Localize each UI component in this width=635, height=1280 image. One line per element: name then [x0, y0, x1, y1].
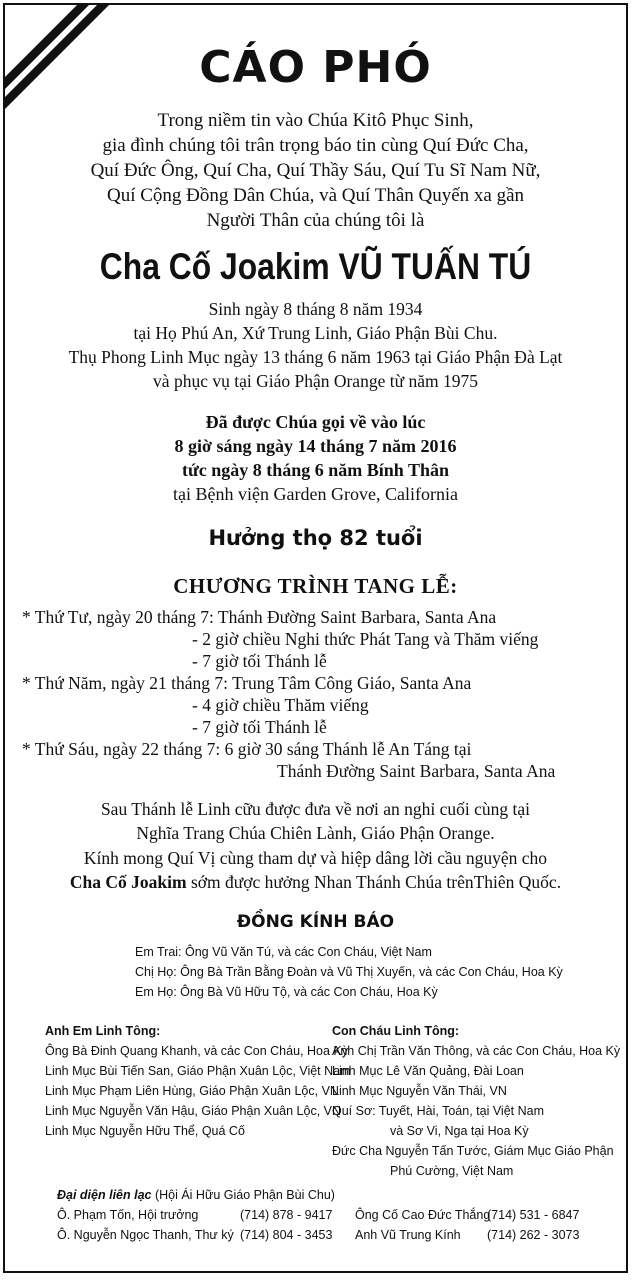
family-item: Chị Họ: Ông Bà Trần Bằng Đoàn và Vũ Thị Xuyến, và các Con Cháu, Hoa Kỳ	[135, 965, 563, 979]
invite-line: Kính mong Quí Vị cùng tham dự và hiệp dâng lời cầu nguyện cho	[83, 848, 548, 868]
contact-row	[57, 1225, 332, 1245]
program-title: CHƯƠNG TRÌNH TANG LỄ:	[173, 574, 458, 598]
contact-name: Anh Vũ Trung Kính	[355, 1228, 461, 1242]
invite-line-2	[5, 870, 626, 894]
family-item: Em Trai: Ông Vũ Văn Tú, và các Con Cháu, Việt Nam	[135, 945, 432, 959]
intro-text	[5, 108, 626, 233]
obituary-notice	[3, 3, 628, 1273]
relative-item: Phú Cường, Việt Nam	[390, 1164, 514, 1178]
bio-line: Sinh ngày 8 tháng 8 năm 1934	[208, 299, 423, 319]
column-heading: Con Cháu Linh Tông:	[332, 1024, 460, 1038]
passing-info	[5, 410, 626, 506]
relative-item: Linh Mục Bùi Tiến San, Giáo Phận Xuân Lộc, Việt Nam	[45, 1064, 351, 1078]
relatives-left-column	[45, 1021, 351, 1141]
contacts-right	[355, 1205, 579, 1245]
column-heading: Anh Em Linh Tông:	[45, 1024, 161, 1038]
biography	[5, 297, 626, 393]
lunar-date: tức ngày 8 tháng 6 năm Bính Thân	[181, 460, 450, 480]
bio-line: và phục vụ tại Giáo Phận Orange từ năm 1975	[153, 371, 478, 391]
intro-line: Người Thân của chúng tôi là	[206, 210, 425, 231]
intro-line: Quí Đức Ông, Quí Cha, Quí Thầy Sáu, Quí Tu Sĩ Nam Nữ,	[90, 160, 541, 181]
relative-item: Quí Sơ: Tuyết, Hài, Toán, tại Việt Nam	[332, 1104, 544, 1118]
schedule-day: * Thứ Sáu, ngày 22 tháng 7: 6 giờ 30 sáng Thánh lễ An Táng tại	[22, 739, 472, 759]
contact-phone: (714) 262 - 3073	[487, 1228, 580, 1242]
schedule-day: * Thứ Tư, ngày 20 tháng 7: Thánh Đường Saint Barbara, Santa Ana	[22, 607, 497, 627]
passing-place: tại Bệnh viện Garden Grove, California	[173, 484, 458, 504]
contact-phone: (714) 531 - 6847	[487, 1208, 580, 1222]
burial-info	[5, 797, 626, 845]
relatives-right-column	[332, 1021, 620, 1181]
contact-name: Ông Cố Cao Đức Thắng	[355, 1208, 491, 1222]
intro-line: Trong niềm tin vào Chúa Kitô Phục Sinh,	[157, 110, 474, 131]
contacts-left	[57, 1205, 332, 1245]
contact-row	[57, 1205, 332, 1225]
contact-row	[355, 1205, 579, 1225]
page-title: CÁO PHÓ	[199, 42, 432, 93]
relative-item: Linh Mục Nguyễn Văn Thái, VN	[332, 1084, 507, 1098]
schedule-item: - 2 giờ chiều Nghi thức Phát Tang và Thăm viếng	[192, 629, 539, 649]
contact-row	[355, 1225, 579, 1245]
schedule-item: - 7 giờ tối Thánh lễ	[192, 717, 327, 737]
schedule-item: Thánh Đường Saint Barbara, Santa Ana	[277, 761, 556, 781]
contact-name: Ô. Phạm Tốn, Hội trưởng	[57, 1208, 199, 1222]
relative-item: Anh Chị Trần Văn Thông, và các Con Cháu, Hoa Kỳ	[332, 1044, 621, 1058]
invite-text: sớm được hưởng Nhan Thánh Chúa trênThiên Quốc.	[186, 872, 562, 892]
funeral-schedule	[22, 606, 622, 782]
intro-line: Quí Cộng Đồng Dân Chúa, và Quí Thân Quyến xa gần	[106, 185, 525, 206]
schedule-item: - 7 giờ tối Thánh lễ	[192, 651, 327, 671]
burial-line: Sau Thánh lễ Linh cữu được đưa về nơi an nghỉ cuối cùng tại	[100, 799, 531, 819]
family-item: Em Họ: Ông Bà Vũ Hữu Tộ, và các Con Cháu, Hoa Kỳ	[135, 985, 438, 999]
intro-line: gia đình chúng tôi trân trọng báo tin cùng Quí Đức Cha,	[102, 135, 529, 156]
contact-org: (Hội Ái Hữu Giáo Phận Bùi Chu)	[151, 1188, 335, 1202]
announce-heading: ĐỒNG KÍNH BÁO	[236, 912, 395, 932]
relative-item: Ông Bà Đinh Quang Khanh, và các Con Cháu, Hoa Kỳ	[45, 1044, 348, 1058]
contact-phone: (714) 804 - 3453	[240, 1228, 333, 1242]
contact-name: Ô. Nguyễn Ngọc Thanh, Thư ký	[57, 1228, 234, 1242]
relative-item: Linh Mục Phạm Liên Hùng, Giáo Phận Xuân Lộc, VN	[45, 1084, 339, 1098]
schedule-item: - 4 giờ chiều Thăm viếng	[192, 695, 369, 715]
age-line: Hưởng thọ 82 tuổi	[208, 526, 423, 550]
deceased-name: Cha Cố Joakim VŨ TUẤN TÚ	[99, 246, 532, 287]
contact-phone: (714) 878 - 9417	[240, 1208, 333, 1222]
relative-item: Linh Mục Nguyễn Văn Hậu, Giáo Phận Xuân Lộc, VN	[45, 1104, 342, 1118]
bio-line: Thụ Phong Linh Mục ngày 13 tháng 6 năm 1963 tại Giáo Phận Đà Lạt	[68, 347, 563, 367]
burial-line: Nghĩa Trang Chúa Chiên Lành, Giáo Phận Orange.	[136, 823, 495, 843]
contact-label: Đại diện liên lạc	[57, 1188, 152, 1202]
schedule-day: * Thứ Năm, ngày 21 tháng 7: Trung Tâm Công Giáo, Santa Ana	[22, 673, 472, 693]
passing-time: 8 giờ sáng ngày 14 tháng 7 năm 2016	[174, 436, 457, 456]
bio-line: tại Họ Phú An, Xứ Trung Linh, Giáo Phận Bùi Chu.	[133, 323, 498, 343]
invitation	[5, 846, 626, 894]
relative-item: Linh Mục Nguyễn Hữu Thể, Quá Cố	[45, 1124, 245, 1138]
family-list	[135, 942, 563, 1002]
relative-item: Linh Mục Lê Văn Quảng, Đài Loan	[332, 1064, 524, 1078]
contact-heading	[57, 1185, 335, 1205]
invite-name: Cha Cố Joakim	[69, 872, 187, 892]
passing-line: Đã được Chúa gọi về vào lúc	[205, 412, 426, 432]
relative-item: Đức Cha Nguyễn Tấn Tước, Giám Mục Giáo Phận	[332, 1144, 614, 1158]
relative-item: và Sơ Vi, Nga tại Hoa Kỳ	[390, 1124, 529, 1138]
